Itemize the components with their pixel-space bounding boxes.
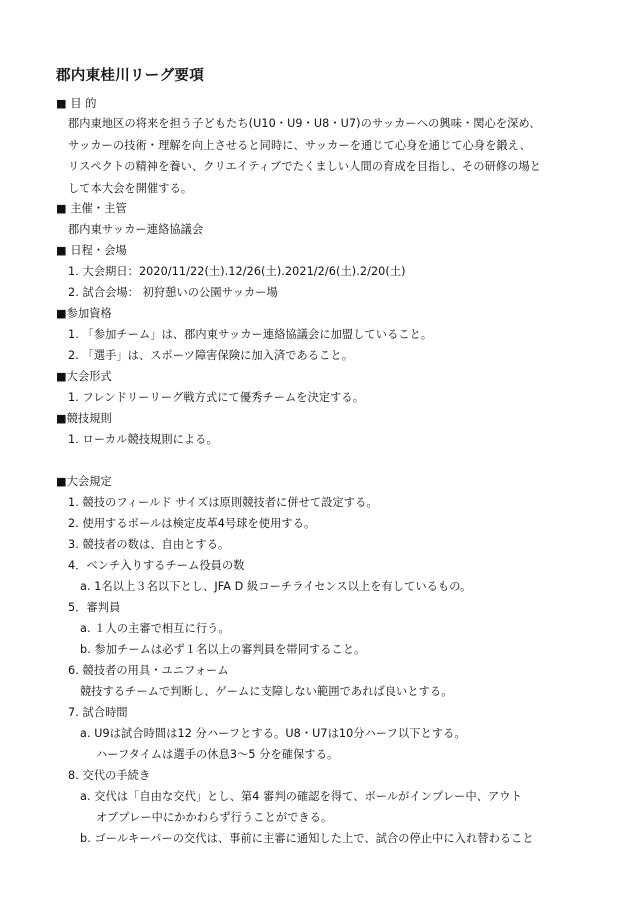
- organizer-text: 郡内東サッカー連絡協議会: [68, 223, 204, 236]
- regulation-text: ハーフタイムは選手の休息3～5 分を確保する。: [96, 748, 339, 761]
- regulation-subitem: a. 交代は「自由な交代」とし、第4 審判の確認を得て、ボールがインプレー中、アウト: [80, 790, 522, 803]
- regulation-item: 1. 競技のフィールド サイズは原則競技者に併せて設定する。: [68, 496, 378, 509]
- regulation-item: 8. 交代の手続き: [68, 769, 151, 782]
- purpose-line: して本大会を開催する。: [68, 182, 193, 195]
- section-heading-purpose: ■ 目 的: [56, 97, 97, 110]
- regulation-text: オブプレー中にかかわらず行うことができる。: [96, 811, 333, 824]
- section-heading-schedule: ■ 日程・会場: [56, 244, 127, 257]
- regulation-subitem: a. U9は試合時間は12 分ハーフとする。U8・U7は10分ハーフ以下とする。: [80, 727, 466, 740]
- regulation-subitem: b. ゴールキーパーの交代は、事前に主審に通知した上で、試合の停止中に入れ替わること: [80, 832, 534, 845]
- eligibility-item: 1. 「参加チーム」は、郡内東サッカー連絡協議会に加盟していること。: [68, 328, 433, 341]
- rules-item: 1. ローカル競技規則による。: [68, 433, 218, 446]
- section-heading-format: ■大会形式: [56, 370, 112, 383]
- document-title: 郡内東桂川リーグ要項: [56, 68, 204, 84]
- regulation-item: 3. 競技者の数は、自由とする。: [68, 538, 230, 551]
- regulation-subitem: a. １人の主審で相互に行う。: [80, 622, 230, 635]
- format-item: 1. フレンドリーリーグ戦方式にて優秀チームを決定する。: [68, 391, 364, 404]
- eligibility-item: 2. 「選手」は、スポーツ障害保険に加入済であること。: [68, 349, 353, 362]
- regulation-item: 5．審判員: [68, 601, 121, 614]
- section-heading-organizer: ■ 主催・主管: [56, 202, 127, 215]
- regulation-item: 2. 使用するボールは検定皮革4号球を使用する。: [68, 517, 316, 530]
- schedule-item: 2. 試合会場： 初狩憩いの公園サッカー場: [68, 286, 278, 299]
- section-heading-eligibility: ■参加資格: [56, 307, 112, 320]
- purpose-line: リスペクトの精神を養い、クリエイティブでたくましい人間の育成を目指し、その研修の場と: [68, 160, 542, 173]
- purpose-line: サッカーの技術・理解を向上させると同時に、サッカーを通じて心身を通じて心身を鍛え、: [68, 139, 532, 152]
- regulation-item: 6. 競技者の用具・ユニフォーム: [68, 664, 229, 677]
- regulation-text: 競技するチームで判断し、ゲームに支障しない範囲であれば良いとする。: [80, 685, 453, 698]
- purpose-line: 郡内東地区の将来を担う子どもたち(U10・U9・U8・U7)のサッカーへの興味・関心を深め、: [68, 117, 541, 130]
- regulation-item: 7. 試合時間: [68, 706, 128, 719]
- schedule-item: 1. 大会期日：2020/11/22(土).12/26(土).2021/2/6(土).2/20(土): [68, 265, 406, 278]
- regulation-subitem: b. 参加チームは必ず１名以上の審判員を帯同すること。: [80, 643, 366, 656]
- regulation-item: 4．ベンチ入りするチーム役員の数: [68, 559, 245, 572]
- regulation-subitem: a. 1名以上３名以下とし、JFA D 級コーチライセンス以上を有しているもの。: [80, 580, 472, 593]
- section-heading-regulations: ■大会規定: [56, 475, 112, 488]
- section-heading-rules: ■競技規則: [56, 412, 112, 425]
